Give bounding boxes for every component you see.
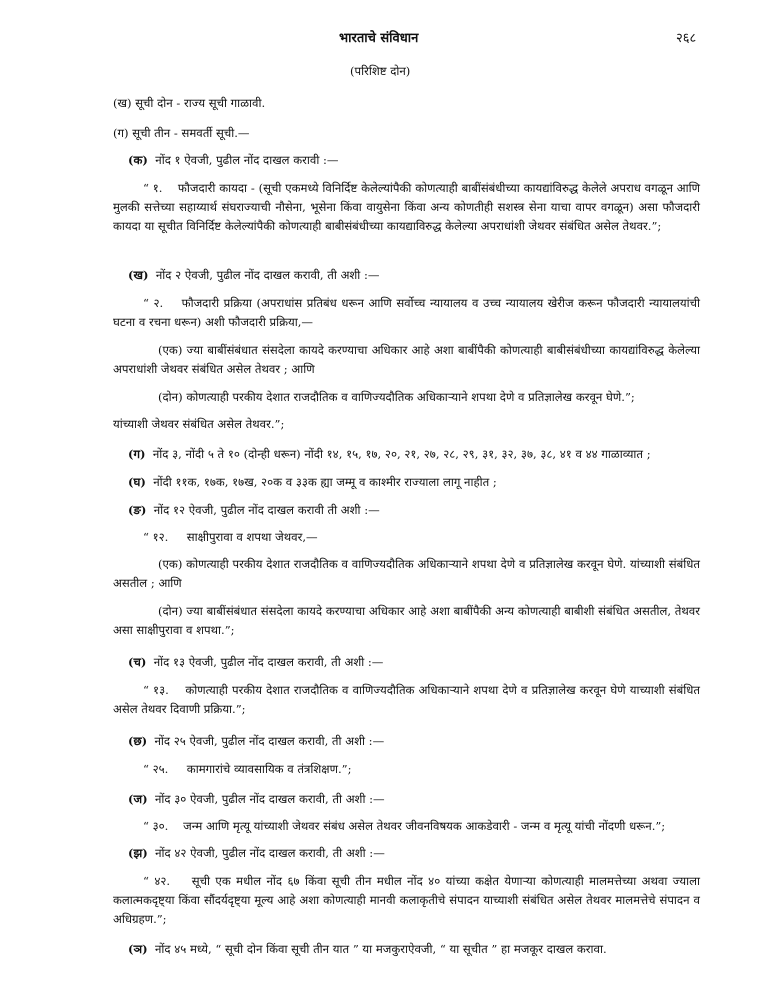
entry-25-text: कामगारांचे व्यावसायिक व तंत्रशिक्षण.”; (186, 762, 352, 776)
page-title: भारताचे संविधान (339, 31, 419, 46)
entry-12-sub-ek: (एक) कोणत्याही परकीय देशात राजदौतिक व वाणिज्यदौतिक अधिकाऱ्याने शपथा देणे व प्रतिज्ञालेख करवून घेणे. यांच्याशी संबंधित असतील ; आणि (113, 557, 700, 590)
page-number: २६८ (676, 31, 697, 46)
item-ch (128, 653, 383, 672)
entry-42-number: “ ४२. (143, 874, 171, 888)
entry-13-number: “ १३. (143, 683, 169, 697)
page-subtitle: (परिशिष्ट दोन) (350, 64, 411, 78)
item-chh-label: (छ) (128, 734, 148, 748)
item-gh-text: नोंदी ११क, १७क, १७ख, २०क व ३३क ह्या जम्मू व काश्मीर राज्याला लागू नाहीत ; (153, 475, 497, 489)
entry-2-text: फौजदारी प्रक्रिया (अपराधांस प्रतिबंध धरून आणि सर्वोच्च न्यायालय व उच्च न्यायालय खेरीज करून फौजदारी न्यायालयांची घटना व रचना धरून) अशी फौजदारी प्रक्रिया,— (113, 296, 701, 329)
item-ng-text: नोंद १२ ऐवजी, पुढील नोंद दाखल करावी ती अशी :— (153, 503, 380, 517)
item-k-label: (क) (128, 153, 148, 167)
entry-12-sub-don: (दोन) ज्या बाबींसंबंधात संसदेला कायदे करण्याचा अधिकार आहे अशा बाबींपैकी अन्य कोणत्याही बाबीशी संबंधित असतील, तेथवर असा साक्षीपुरावा व शपथा.”; (113, 604, 700, 637)
entry-30 (113, 817, 700, 836)
item-ch-text: नोंद १३ ऐवजी, पुढील नोंद दाखल करावी, ती अशी :— (153, 655, 384, 669)
entry-2 (113, 294, 700, 332)
entry-12-title: साक्षीपुरावा व शपथा जेथवर,— (186, 530, 318, 544)
item-jh-text: नोंद ४२ ऐवजी, पुढील नोंद दाखल करावी, ती अशी :— (155, 846, 385, 860)
item-jh-label: (झ) (128, 846, 148, 860)
item-j-label: (ज) (128, 792, 148, 806)
entry-30-number: “ ३०. (143, 819, 169, 833)
entry-12-number: “ १२. (143, 530, 169, 544)
item-kh (128, 266, 380, 285)
entry-2-closing: यांच्याशी जेथवर संबंधित असेल तेथवर.”; (113, 417, 285, 431)
item-j (128, 790, 385, 809)
entry-30-text: जन्म आणि मृत्यू यांच्याशी जेथवर संबंध असेल तेथवर जीवनविषयक आकडेवारी - जन्म व मृत्यू यांची नोंदणी धरून.”; (183, 819, 666, 833)
item-kh-text: नोंद २ ऐवजी, पुढील नोंद दाखल करावी, ती अशी :— (155, 268, 380, 282)
entry-2-sub-don: (दोन) कोणत्याही परकीय देशात राजदौतिक व वाणिज्यदौतिक अधिकाऱ्याने शपथा देणे व प्रतिज्ञालेख करवून घेणे.”; (158, 390, 635, 404)
entry-2-sub-ek: (एक) ज्या बाबींसंबंधात संसदेला कायदे करण्याचा अधिकार आहे अशा बाबींपैकी कोणत्याही बाबीसंबंधीच्या कायद्यांविरुद्ध केलेल्या अपराधांशी जेथवर संबंधित असेल तेथवर ; आणि (113, 343, 700, 376)
item-gh-label: (घ) (128, 475, 146, 489)
clause-kh-schedule: (ख) सूची दोन - राज्य सूची गाळावी. (113, 96, 266, 110)
item-ng-label: (ङ) (128, 503, 147, 517)
entry-25 (143, 760, 352, 779)
entry-1-number: “ १. (143, 181, 163, 195)
entry-2-number: “ २. (143, 296, 164, 310)
item-g (128, 445, 651, 464)
entry-12 (143, 528, 318, 547)
item-ng (128, 501, 380, 520)
item-kh-label: (ख) (128, 268, 149, 282)
item-chh-text: नोंद २५ ऐवजी, पुढील नोंद दाखल करावी, ती अशी :— (154, 734, 385, 748)
item-g-label: (ग) (128, 447, 146, 461)
entry-1-text: फौजदारी कायदा - (सूची एकमध्ये विनिर्दिष्ट केलेल्यांपैकी कोणत्याही बाबींसंबंधीच्या कायद्यांविरुद्ध केलेले अपराध वगळून आणि मुलकी सत्तेच्या सहाय्यार्थ संघराज्याची नौसेना, भूसेना किंवा वायुसेना किंवा अन्य कोणतीही सशस्त्र सेना याचा वापर वगळून) असा फौजदारी कायदा या सूचीत विनिर्दिष्ट केलेल्यांपैकी कोणत्याही बाबीसंबंधीच्या कायद्याविरुद्ध केलेल्या अपराधांशी जेथवर संबंधित असेल तेथवर.”; (113, 181, 700, 233)
item-nya (128, 940, 700, 959)
item-k-text: नोंद १ ऐवजी, पुढील नोंद दाखल करावी :— (155, 153, 339, 167)
item-jh (128, 844, 385, 863)
entry-25-number: “ २५. (143, 762, 169, 776)
item-ch-label: (च) (128, 655, 147, 669)
item-nya-label: (ञ) (128, 942, 148, 956)
item-j-text: नोंद ३० ऐवजी, पुढील नोंद दाखल करावी, ती अशी :— (154, 792, 385, 806)
item-g-text: नोंद ३, नोंदी ५ ते १० (दोन्ही धरून) नोंदी १४, १५, १७, २०, २१, २७, २८, २९, ३१, ३२, ३७, ३८, ४१ व ४४ गाळाव्यात ; (152, 447, 651, 461)
entry-42-text: सूची एक मधील नोंद ६७ किंवा सूची तीन मधील नोंद ४० यांच्या कक्षेत येणाऱ्या कोणत्याही मालमत्तेच्या अथवा ज्याला कलात्मकदृष्ट्या किंवा सौंदर्यदृष्ट्या मूल्य आहे अशा कोणत्याही मानवी कलाकृतीचे संपादन याच्याशी संबंधित असेल तेथवर मालमत्तेचे संपादन व अधिग्रहण.”; (113, 874, 700, 926)
entry-1 (113, 179, 700, 235)
item-gh (128, 473, 497, 492)
item-k (128, 151, 339, 170)
item-nya-text: नोंद ४५ मध्ये, “ सूची दोन किंवा सूची तीन यात ” या मजकुराऐवजी, “ या सूचीत ” हा मजकूर दाखल करावा. (154, 942, 607, 956)
entry-13 (113, 681, 700, 719)
entry-13-text: कोणत्याही परकीय देशात राजदौतिक व वाणिज्यदौतिक अधिकाऱ्याने शपथा देणे व प्रतिज्ञालेख करवून घेणे याच्याशी संबंधित असेल तेथवर दिवाणी प्रक्रिया.”; (113, 683, 700, 716)
clause-g-schedule: (ग) सूची तीन - समवर्ती सूची.— (113, 126, 250, 140)
entry-42 (113, 872, 700, 928)
item-chh (128, 732, 384, 751)
